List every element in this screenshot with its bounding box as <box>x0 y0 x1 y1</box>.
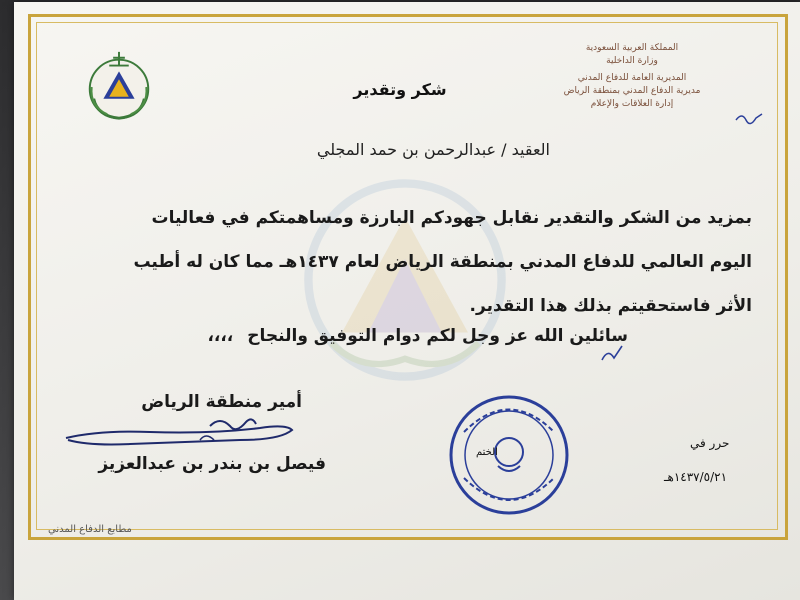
recipient-name: العقيد / عبدالرحمن بن حمد المجلي <box>316 140 550 159</box>
body-line: بمزيد من الشكر والتقدير نقابل جهودكم البارزة ومساهمتكم في فعاليات <box>151 208 752 228</box>
closing-line <box>207 326 628 346</box>
official-stamp-icon <box>446 392 572 518</box>
body-line: الأثر فاستحقيتم بذلك هذا التقدير. <box>469 296 752 316</box>
header-line: المملكة العربية السعودية <box>585 43 679 53</box>
closing-marks: ،،،، <box>207 326 234 346</box>
stamp-label: الختم <box>476 447 498 458</box>
issuer-header <box>532 42 732 111</box>
signatory-title: أمير منطقة الرياض <box>141 392 302 412</box>
date-value: ١٤٣٧/٥/٢١هـ <box>664 470 728 484</box>
certificate-title: شكر وتقدير <box>353 80 447 99</box>
civil-defense-emblem-icon <box>80 48 158 126</box>
header-line: وزارة الداخلية <box>606 56 658 66</box>
header-line: إدارة العلاقات والإعلام <box>590 99 674 109</box>
signature-image <box>60 410 300 454</box>
body-line: اليوم العالمي للدفاع المدني بمنطقة الرياض لعام ١٤٣٧هـ مما كان له أطيب <box>133 252 752 272</box>
handwritten-mark <box>734 110 764 126</box>
certificate-body <box>62 196 752 328</box>
signatory-name: فيصل بن بندر بن عبدالعزيز <box>98 454 326 474</box>
date-label: حرر في <box>690 436 730 450</box>
handwritten-mark <box>598 342 628 366</box>
header-line: المديرية العامة للدفاع المدني <box>577 73 687 83</box>
closing-text: سائلين الله عز وجل لكم دوام التوفيق والنجاح <box>247 326 628 346</box>
printer-credit: مطابع الدفاع المدني <box>48 524 132 535</box>
header-line: مديرية الدفاع المدني بمنطقة الرياض <box>563 86 701 96</box>
